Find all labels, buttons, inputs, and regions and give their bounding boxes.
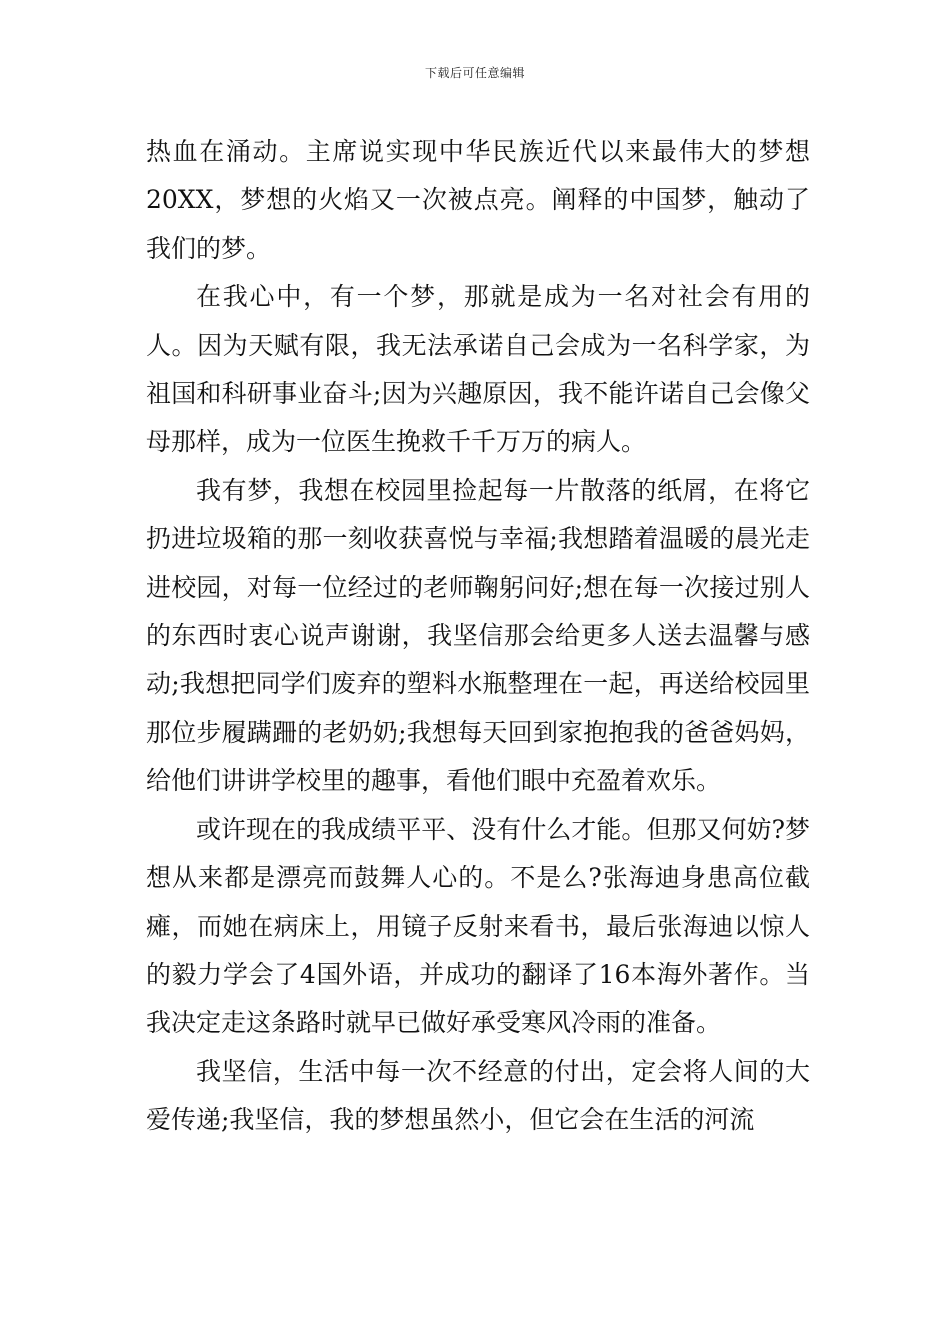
paragraph-1: 热血在涌动。主席说实现中华民族近代以来最伟大的梦想20XX，梦想的火焰又一次被点亮。阐释的中国梦，触动了我们的梦。 xyxy=(146,137,810,263)
paragraph-5: 我坚信，生活中每一次不经意的付出，定会将人间的大爱传递;我坚信，我的梦想虽然小，但它会在生活的河流 xyxy=(146,1056,810,1135)
paragraph-4: 或许现在的我成绩平平、没有什么才能。但那又何妨?梦想从来都是漂亮而鼓舞人心的。不是么?张海迪身患高位截瘫，而她在病床上，用镜子反射来看书，最后张海迪以惊人的毅力学会了4国外语，并成功的翻译了16本海外著作。当我决定走这条路时就早已做好承受寒风冷雨的准备。 xyxy=(146,814,810,1038)
paragraph-2: 在我心中，有一个梦，那就是成为一名对社会有用的人。因为天赋有限，我无法承诺自己会成为一名科学家，为祖国和科研事业奋斗;因为兴趣原因，我不能许诺自己会像父母那样，成为一位医生挽救千千万万的病人。 xyxy=(146,282,810,457)
page-header-note: 下载后可任意编辑 xyxy=(424,66,525,80)
document-body xyxy=(146,128,810,1145)
paragraph-3: 我有梦，我想在校园里捡起每一片散落的纸屑，在将它扔进垃圾箱的那一刻收获喜悦与幸福;我想踏着温暖的晨光走进校园，对每一位经过的老师鞠躬问好;想在每一次接过别人的东西时衷心说声谢谢，我坚信那会给更多人送去温馨与感动;我想把同学们废弃的塑料水瓶整理在一起，再送给校园里那位步履蹒跚的老奶奶;我想每天回到家抱抱我的爸爸妈妈，给他们讲讲学校里的趣事，看他们眼中充盈着欢乐。 xyxy=(146,475,810,796)
